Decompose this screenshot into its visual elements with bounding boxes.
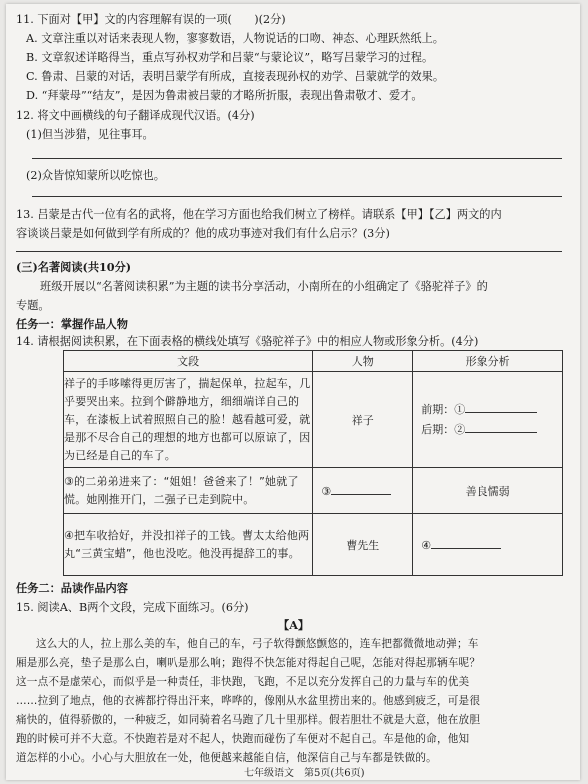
- passage-a-line-1: 这么大的人，拉上那么美的车，他自己的车，弓子软得颤悠颤悠的，连车把都微微地动弹；车: [36, 638, 479, 650]
- row1-early-blank[interactable]: [465, 401, 537, 413]
- q14-stem: 14. 请根据阅读积累，在下面表格的横线处填写《骆驼祥子》中的相应人物或形象分析。(4分): [16, 335, 479, 348]
- q12-sentence-1: (1)但当涉猎，见往事耳。: [26, 128, 154, 141]
- q11-option-d: D. “拜蒙母”“结友”，是因为鲁肃被吕蒙的才略所折服，表现出鲁肃敬才、爱才。: [26, 89, 423, 102]
- exam-page: [6, 4, 580, 780]
- header-analysis: 形象分析: [413, 351, 563, 372]
- row3-analysis-cell: [413, 514, 563, 576]
- row1-late-label: 后期：②: [421, 422, 466, 436]
- row2-analysis: 善良懦弱: [413, 468, 563, 514]
- table-row: [64, 514, 563, 576]
- q12-sentence-2: (2)众皆惊知蒙所以吃惊也。: [26, 169, 165, 182]
- q11-option-b: B. 文章叙述详略得当，重点写孙权劝学和吕蒙“与蒙论议”，略写吕蒙学习的过程。: [26, 51, 434, 64]
- q13-answer-line[interactable]: [16, 251, 562, 252]
- section3-intro-1: 班级开展以“名著阅读积累”为主题的读书分享活动，小南所在的小组确定了《骆驼祥子》的: [40, 280, 488, 293]
- table-header-row: [64, 351, 563, 372]
- row3-character: 曹先生: [313, 514, 413, 576]
- q11-option-c: C. 鲁肃、吕蒙的对话，表明吕蒙学有所成，直接表现孙权的劝学、吕蒙就学的效果。: [26, 70, 445, 83]
- task2-heading: 任务二：品读作品内容: [16, 581, 128, 595]
- q11-stem: 11. 下面对【甲】文的内容理解有误的一项( )(2分): [16, 13, 286, 26]
- q12-answer-line-1[interactable]: [32, 158, 562, 159]
- q12-stem: 12. 将文中画横线的句子翻译成现代汉语。(4分): [16, 109, 255, 122]
- passage-a-line-3: 这一点不是虚荣心，而似乎是一种责任，非快跑，飞跑，不足以充分发挥自己的力量与车的优美: [16, 676, 470, 688]
- row2-character-label: ③: [321, 485, 332, 498]
- row2-character-cell: [313, 468, 413, 514]
- table-row: [64, 468, 563, 514]
- row3-analysis-label: ④: [421, 539, 432, 552]
- row2-passage: ③的二弟弟进来了：“姐姐！爸爸来了！”她就了慌。她刚推开门，二强子已走到院中。: [64, 468, 313, 514]
- header-character: 人物: [313, 351, 413, 372]
- q13-line-2: 容谈谈吕蒙是如何做到学有所成的？他的成功事迹对我们有什么启示？(3分): [16, 227, 390, 240]
- table-row: [64, 372, 563, 468]
- section3-title: (三)名著阅读(共10分): [16, 260, 132, 274]
- row3-passage: ④把车收拾好，并没扣祥子的工钱。曹太太给他两丸“三黄宝蜡”，他也没吃。他没再提辞工的事。: [64, 514, 313, 576]
- passage-a-line-2: 厢是那么亮，垫子是那么白，喇叭是那么响；跑得不快怎能对得起自己呢，怎能对得起那辆车呢？: [16, 657, 481, 669]
- q13-line-1: 13. 吕蒙是古代一位有名的武将，他在学习方面也给我们树立了榜样。请联系【甲】【乙】两文的内: [16, 208, 502, 221]
- row1-early-label: 前期：①: [421, 402, 466, 416]
- row2-character-blank[interactable]: [331, 483, 391, 495]
- row3-analysis-blank[interactable]: [431, 537, 501, 549]
- row1-passage: 祥子的手哆嗦得更厉害了，揣起保单，拉起车，几乎要哭出来。拉到个僻静地方，细细端详自己的车，在漆板上试着照照自己的脸！越看越可爱，就是那不尽合自己的理想的地方也都可以原谅了，因为已经是自己的车了。: [64, 372, 313, 468]
- passage-a-line-6: 跑的时候可并不大意。不快跑若是对不起人，快跑而碰伤了车便对不起自己。车是他的命，他知: [16, 733, 470, 745]
- passage-a-line-5: 痛快的，值得骄傲的，一种疲乏，如同骑着名马跑了几十里那样。假若胆壮不就是大意，他在放胆: [16, 714, 481, 726]
- row1-late-blank[interactable]: [465, 421, 537, 433]
- q15-stem: 15. 阅读A、B两个文段，完成下面练习。(6分): [16, 601, 249, 614]
- passage-a-title: 【A】: [278, 618, 310, 632]
- header-passage: 文段: [64, 351, 313, 372]
- section3-intro-2: 专题。: [16, 299, 50, 312]
- task1-heading: 任务一：掌握作品人物: [16, 317, 128, 331]
- row1-analysis-cell: [413, 372, 563, 468]
- page-footer: 七年级语文 第5页(共6页): [244, 768, 365, 779]
- passage-a-line-7: 道怎样的小心。小心与大胆放在一处，他便越来越能自信，他深信自己与车都是铁做的。: [16, 752, 437, 764]
- q12-answer-line-2[interactable]: [32, 196, 562, 197]
- analysis-table: [63, 350, 563, 576]
- q11-option-a: A. 文章注重以对话来表现人物，寥寥数语，人物说话的口吻、神态、心理跃然纸上。: [26, 32, 444, 45]
- row1-character: 祥子: [313, 372, 413, 468]
- passage-a-line-4: ……拉到了地点，他的衣裤都拧得出汗来，哗哗的，像刚从水盆里捞出来的。他感到疲乏，可是很: [16, 695, 481, 707]
